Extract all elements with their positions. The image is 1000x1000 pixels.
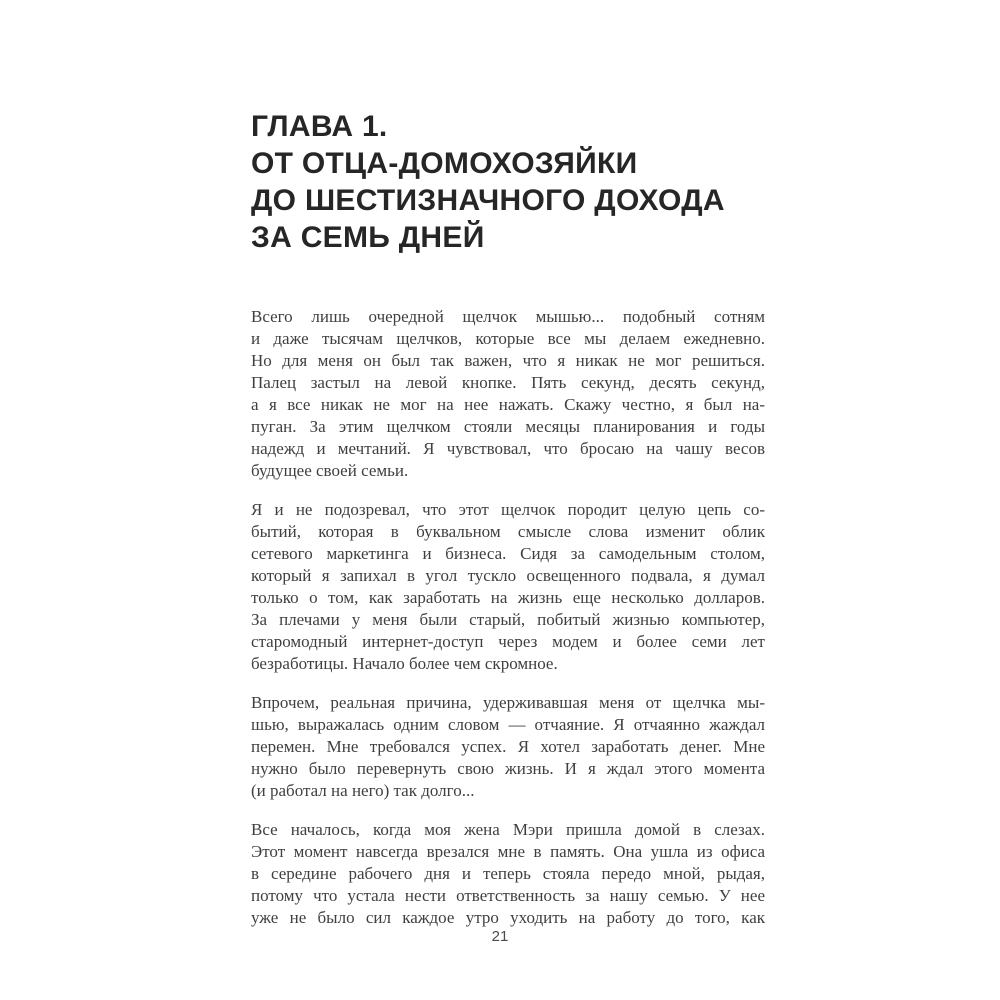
text-line: безработицы. Начало более чем скромное.	[251, 654, 558, 673]
text-line: надежд и мечтаний. Я чувствовал, что бросаю на чашу весов	[251, 439, 765, 458]
text-line: и даже тысячам щелчков, которые все мы делаем ежедневно.	[251, 329, 765, 348]
chapter-heading-line: ОТ ОТЦА-ДОМОХОЗЯЙКИ	[251, 147, 638, 180]
text-line: старомодный интернет-доступ через модем и более семи лет	[251, 632, 765, 651]
text-line: Но для меня он был так важен, что я никак не мог решиться.	[251, 351, 765, 370]
text-line: бытий, которая в буквальном смысле слова изменит облик	[251, 522, 765, 541]
chapter-heading-line: ЗА СЕМЬ ДНЕЙ	[251, 221, 485, 254]
chapter-heading-line: ДО ШЕСТИЗНАЧНОГО ДОХОДА	[251, 184, 725, 217]
text-line: потому что устала нести ответственность за нашу семью. У нее	[251, 886, 765, 905]
text-line: в середине рабочего дня и теперь стояла передо мной, рыдая,	[251, 864, 765, 883]
text-line: пуган. За этим щелчком стояли месяцы планирования и годы	[251, 417, 765, 436]
text-line: сетевого маркетинга и бизнеса. Сидя за самодельным столом,	[251, 544, 765, 563]
body-text	[251, 306, 765, 929]
page-number: 21	[491, 928, 509, 945]
text-line: Палец застыл на левой кнопке. Пять секунд, десять секунд,	[251, 373, 765, 392]
text-line: Этот момент навсегда врезался мне в память. Она ушла из офиса	[251, 842, 765, 861]
text-line: который я запихал в угол тускло освещенного подвала, я думал	[251, 566, 765, 585]
chapter-heading-line: ГЛАВА 1.	[251, 110, 388, 143]
text-line: нужно было перевернуть свою жизнь. И я ждал этого момента	[251, 759, 765, 778]
text-line: шью, выражалась одним словом — отчаяние. Я отчаянно жаждал	[251, 715, 765, 734]
page-content	[251, 108, 765, 946]
text-line: Впрочем, реальная причина, удерживавшая меня от щелчка мы-	[251, 693, 765, 712]
chapter-heading	[251, 108, 765, 256]
text-line: За плечами у меня были старый, побитый жизнью компьютер,	[251, 610, 765, 629]
text-line: уже не было сил каждое утро уходить на работу до того, как	[251, 908, 765, 927]
text-line: а я все никак не мог на нее нажать. Скажу честно, я был на-	[251, 395, 765, 414]
text-line: (и работал на него) так долго...	[251, 781, 475, 800]
text-line: Всего лишь очередной щелчок мышью... подобный сотням	[251, 307, 765, 326]
text-line: перемен. Мне требовался успех. Я хотел заработать денег. Мне	[251, 737, 765, 756]
text-line: Все началось, когда моя жена Мэри пришла домой в слезах.	[251, 820, 765, 839]
text-line: будущее своей семьи.	[251, 461, 409, 480]
text-line: Я и не подозревал, что этот щелчок породит целую цепь со-	[251, 500, 765, 519]
text-line: только о том, как заработать на жизнь еще несколько долларов.	[251, 588, 765, 607]
